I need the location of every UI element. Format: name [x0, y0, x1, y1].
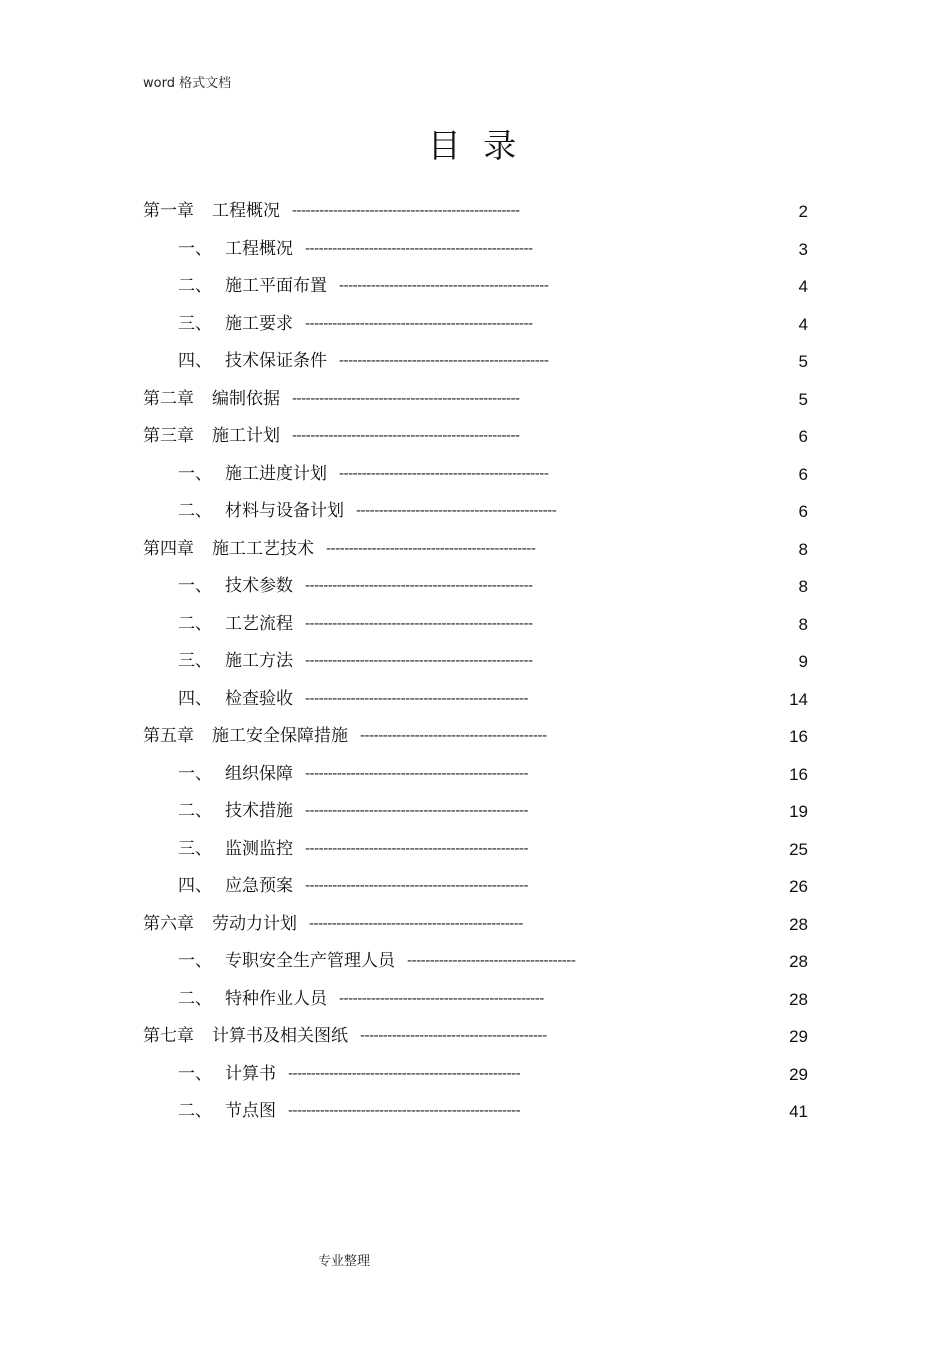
toc-leader-dashes: ---------------------------------------------: [339, 990, 544, 1007]
toc-section-entry[interactable]: [143, 606, 808, 644]
document-header: word 格式文档: [143, 76, 232, 91]
toc-entry-title: 施工安全保障措施: [212, 726, 348, 746]
toc-page-number: 41: [789, 1102, 808, 1121]
toc-entry-number: 第五章: [143, 726, 194, 746]
toc-entry-title: 计算书及相关图纸: [212, 1026, 348, 1046]
toc-entry-number: 四、: [178, 351, 212, 371]
toc-section-entry[interactable]: [143, 268, 808, 306]
toc-leader-dashes: --------------------------------------------------: [305, 615, 533, 632]
toc-entry-number: 一、: [178, 463, 212, 484]
toc-leader-dashes: --------------------------------------------------: [292, 428, 520, 444]
toc-entry-title: 监测监控: [225, 838, 293, 859]
toc-leader-dashes: --------------------------------------------------: [305, 578, 533, 594]
toc-section-entry[interactable]: [143, 831, 808, 869]
toc-page-number: 29: [789, 1027, 808, 1046]
toc-chapter-entry[interactable]: [143, 906, 808, 944]
toc-page-number: 16: [789, 764, 808, 784]
toc-entry-title: 施工方法: [225, 651, 293, 671]
toc-page-number: 8: [798, 539, 808, 559]
toc-section-entry[interactable]: [143, 981, 808, 1019]
toc-chapter-entry[interactable]: [143, 418, 808, 456]
toc-entry-title: 施工要求: [225, 313, 293, 334]
toc-entry-title: 施工进度计划: [225, 463, 327, 484]
toc-entry-number: 三、: [178, 651, 212, 671]
toc-entry-number: 第二章: [143, 388, 194, 409]
toc-page-number: 6: [798, 464, 808, 484]
toc-entry-title: 技术保证条件: [225, 351, 327, 371]
toc-leader-dashes: --------------------------------------------: [356, 503, 557, 519]
toc-leader-dashes: ----------------------------------------------: [339, 278, 549, 294]
toc-entry-title: 检查验收: [225, 688, 293, 709]
toc-entry-number: 二、: [178, 1101, 212, 1121]
toc-entry-number: 第七章: [143, 1026, 194, 1046]
toc-section-entry[interactable]: [143, 456, 808, 494]
toc-entry-number: 一、: [178, 238, 212, 259]
toc-page-number: 19: [789, 802, 808, 821]
toc-page-number: 4: [798, 277, 808, 296]
toc-section-entry[interactable]: [143, 1056, 808, 1094]
toc-section-entry[interactable]: [143, 943, 808, 981]
table-of-contents: [143, 193, 808, 1131]
toc-chapter-entry[interactable]: [143, 1018, 808, 1056]
toc-entry-number: 四、: [178, 876, 212, 896]
toc-page-number: 16: [789, 727, 808, 746]
toc-section-entry[interactable]: [143, 568, 808, 606]
toc-entry-number: 三、: [178, 313, 212, 334]
toc-entry-number: 一、: [178, 576, 212, 596]
toc-leader-dashes: -------------------------------------------------: [305, 840, 529, 857]
toc-section-entry[interactable]: [143, 343, 808, 381]
toc-leader-dashes: -------------------------------------: [407, 953, 576, 969]
toc-entry-number: 一、: [178, 951, 212, 971]
toc-leader-dashes: -----------------------------------------: [360, 1028, 547, 1044]
toc-section-entry[interactable]: [143, 306, 808, 344]
toc-leader-dashes: -------------------------------------------------: [305, 878, 529, 894]
toc-leader-dashes: ---------------------------------------------------: [288, 1103, 521, 1119]
toc-section-entry[interactable]: [143, 231, 808, 269]
toc-page-number: 2: [798, 202, 808, 221]
toc-entry-number: 一、: [178, 1063, 212, 1084]
toc-section-entry[interactable]: [143, 1093, 808, 1131]
toc-leader-dashes: -------------------------------------------------: [305, 803, 529, 819]
toc-page-number: 4: [798, 314, 808, 334]
toc-page-number: 3: [798, 239, 808, 259]
toc-leader-dashes: --------------------------------------------------: [292, 203, 520, 219]
toc-leader-dashes: --------------------------------------------------: [305, 315, 533, 332]
toc-leader-dashes: -----------------------------------------------: [309, 915, 523, 932]
toc-page-number: 28: [789, 952, 808, 971]
toc-title: 目 录: [427, 126, 523, 165]
toc-entry-title: 技术措施: [225, 801, 293, 821]
toc-section-entry[interactable]: [143, 493, 808, 531]
toc-entry-title: 工程概况: [212, 201, 280, 221]
toc-section-entry[interactable]: [143, 868, 808, 906]
toc-entry-number: 一、: [178, 763, 212, 784]
toc-chapter-entry[interactable]: [143, 381, 808, 419]
toc-leader-dashes: ----------------------------------------------: [339, 465, 549, 482]
toc-leader-dashes: -------------------------------------------------: [305, 765, 529, 782]
toc-leader-dashes: --------------------------------------------------: [292, 390, 520, 407]
toc-entry-number: 二、: [178, 988, 212, 1009]
toc-entry-title: 应急预案: [225, 876, 293, 896]
toc-page-number: 29: [789, 1064, 808, 1084]
toc-entry-title: 工艺流程: [225, 613, 293, 634]
toc-page-number: 26: [789, 877, 808, 896]
toc-entry-title: 计算书: [225, 1063, 276, 1084]
toc-section-entry[interactable]: [143, 793, 808, 831]
toc-leader-dashes: -----------------------------------------: [360, 728, 547, 744]
toc-entry-number: 二、: [178, 501, 212, 521]
toc-page-number: 28: [789, 989, 808, 1009]
toc-entry-number: 第三章: [143, 426, 194, 446]
toc-page-number: 5: [798, 352, 808, 371]
toc-leader-dashes: ----------------------------------------------: [339, 353, 549, 369]
toc-page-number: 5: [798, 389, 808, 409]
toc-entry-title: 技术参数: [225, 576, 293, 596]
toc-entry-title: 材料与设备计划: [225, 501, 344, 521]
toc-page-number: 8: [798, 614, 808, 634]
toc-entry-title: 劳动力计划: [212, 913, 297, 934]
toc-entry-title: 施工平面布置: [225, 276, 327, 296]
toc-chapter-entry[interactable]: [143, 531, 808, 569]
toc-entry-title: 施工计划: [212, 426, 280, 446]
toc-leader-dashes: --------------------------------------------------: [305, 653, 533, 669]
document-footer: 专业整理: [318, 1254, 371, 1269]
toc-page-number: 14: [789, 689, 808, 709]
toc-leader-dashes: -------------------------------------------------: [305, 690, 529, 707]
toc-chapter-entry[interactable]: [143, 193, 808, 231]
toc-entry-number: 二、: [178, 613, 212, 634]
toc-entry-title: 施工工艺技术: [212, 538, 314, 559]
toc-leader-dashes: ---------------------------------------------------: [288, 1065, 521, 1082]
toc-entry-number: 第一章: [143, 201, 194, 221]
toc-entry-number: 三、: [178, 838, 212, 859]
toc-page-number: 8: [798, 577, 808, 596]
toc-section-entry[interactable]: [143, 756, 808, 794]
toc-entry-title: 编制依据: [212, 388, 280, 409]
toc-leader-dashes: ----------------------------------------------: [326, 540, 536, 557]
toc-entry-title: 专职安全生产管理人员: [225, 951, 395, 971]
toc-chapter-entry[interactable]: [143, 718, 808, 756]
toc-page-number: 25: [789, 839, 808, 859]
toc-entry-number: 二、: [178, 801, 212, 821]
toc-entry-number: 二、: [178, 276, 212, 296]
toc-entry-title: 节点图: [225, 1101, 276, 1121]
toc-entry-title: 特种作业人员: [225, 988, 327, 1009]
toc-entry-number: 第四章: [143, 538, 194, 559]
toc-entry-number: 第六章: [143, 913, 194, 934]
toc-page-number: 28: [789, 914, 808, 934]
toc-section-entry[interactable]: [143, 643, 808, 681]
toc-entry-title: 工程概况: [225, 238, 293, 259]
toc-section-entry[interactable]: [143, 681, 808, 719]
toc-page-number: 6: [798, 427, 808, 446]
toc-leader-dashes: --------------------------------------------------: [305, 240, 533, 257]
toc-page-number: 6: [798, 502, 808, 521]
toc-entry-number: 四、: [178, 688, 212, 709]
toc-entry-title: 组织保障: [225, 763, 293, 784]
toc-page-number: 9: [798, 652, 808, 671]
